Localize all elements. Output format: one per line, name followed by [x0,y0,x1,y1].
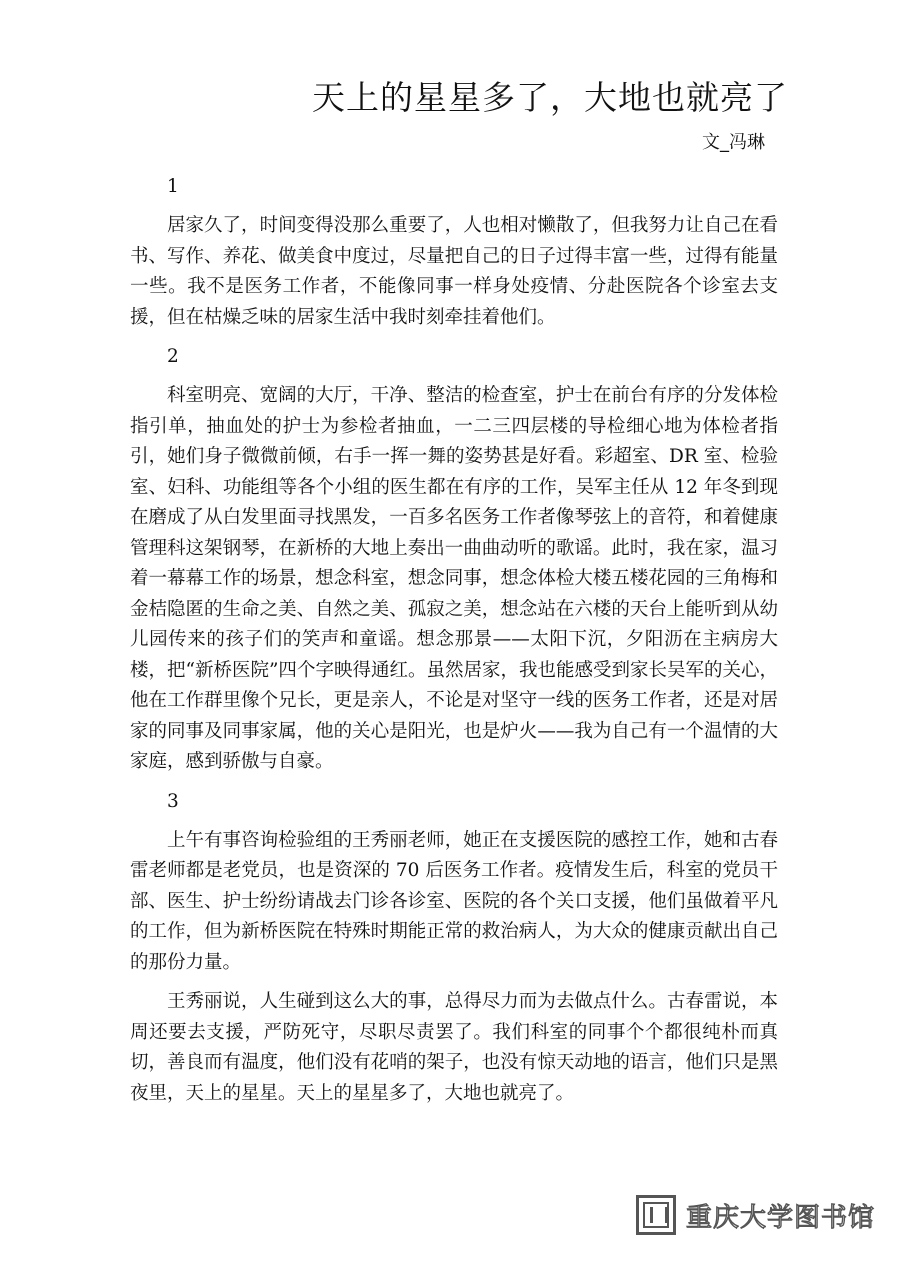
section-1 [130,172,778,333]
article-body [130,172,778,1118]
article-author: 文_冯琳 [702,132,765,153]
library-logo-icon [636,1195,676,1235]
section-number: 1 [167,176,179,197]
paragraph: 居家久了，时间变得没那么重要了，人也相对懒散了，但我努力让自己在看书、写作、养花、做美食中度过，尽量把自己的日子过得丰富一些，过得有能量一些。我不是医务工作者，不能像同事一样身处疫情、分赴医院各个诊室去支援，但在枯燥乏味的居家生活中我时刻牵挂着他们。 [130,215,778,328]
section-2 [130,342,778,778]
section-number: 3 [167,790,179,812]
library-watermark [636,1190,876,1240]
section-number: 2 [167,346,179,367]
watermark-text: 重庆大学图书馆 [686,1202,876,1233]
paragraph: 王秀丽说，人生碰到这么大的事，总得尽力而为去做点什么。古春雷说，本周还要去支援，严防死守，尽职尽责罢了。我们科室的同事个个都很纯朴而真切，善良而有温度，他们没有花哨的架子，也没有惊天动地的语言，他们只是黑夜里，天上的星星。天上的星星多了，大地也就亮了。 [130,991,778,1104]
paragraph: 科室明亮、宽阔的大厅，干净、整洁的检查室，护士在前台有序的分发体检指引单，抽血处的护士为参检者抽血，一二三四层楼的导检细心地为体检者指引，她们身子微微前倾，右手一挥一舞的姿势甚是好看。彩超室、DR 室、检验室、妇科、功能组等各个小组的医生都在有序的工作，吴军主任从 12 年冬到现在磨成了从白发里面寻找黑发，一百多名医务工作者像琴弦上的音符，和着健康管理科这架钢琴，在新桥的大地上奏出一曲曲动听的歌谣。此时，我在家，温习着一幕幕工作的场景，想念科室，想念同事，想念体检大楼五楼花园的三角梅和金桔隐匿的生命之美、自然之美、孤寂之美，想念站在六楼的天台上能听到从幼儿园传来的孩子们的笑声和童谣。想念那景——太阳下沉，夕阳沥在主病房大楼，把“新桥医院”四个字映得通红。虽然居家，我也能感受到家长吴军的关心，他在工作群里像个兄长，更是亲人，不论是对坚守一线的医务工作者，还是对居家的同事及同事家属，他的关心是阳光，也是炉火——我为自己有一个温情的大家庭，感到骄傲与自豪。 [130,385,778,772]
section-3 [130,787,778,1110]
article-title: 天上的星星多了，大地也就亮了 [312,78,788,117]
paragraph: 上午有事咨询检验组的王秀丽老师，她正在支援医院的感控工作，她和古春雷老师都是老党员，也是资深的 70 后医务工作者。疫情发生后，科室的党员干部、医生、护士纷纷请战去门诊各诊室、医院的各个关口支援，他们虽做着平凡的工作，但为新桥医院在特殊时期能正常的救治病人，为大众的健康贡献出自己的那份力量。 [130,829,778,973]
